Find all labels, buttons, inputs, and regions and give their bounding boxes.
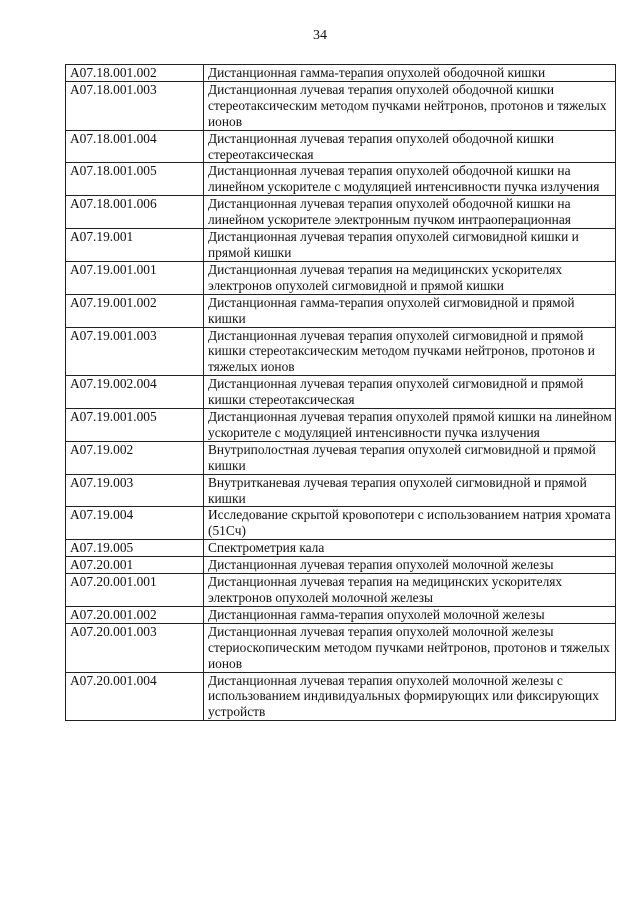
procedure-description: Дистанционная лучевая терапия опухолей сигмовидной и прямой кишки стереотаксическая [204,376,616,409]
procedure-code: A07.19.002 [66,441,204,474]
table-row [66,261,616,294]
procedure-description: Дистанционная лучевая терапия опухолей ободочной кишки на линейном ускорителе с модуляцией интенсивности пучка излучения [204,163,616,196]
table-row [66,623,616,672]
table-row [66,196,616,229]
procedure-description: Дистанционная лучевая терапия опухолей ободочной кишки на линейном ускорителе электронным пучком интраоперационная [204,196,616,229]
procedure-code: A07.19.002.004 [66,376,204,409]
procedure-description: Дистанционная лучевая терапия опухолей молочной железы [204,557,616,574]
table-row [66,540,616,557]
table-row [66,65,616,82]
table-row [66,229,616,262]
procedure-description: Дистанционная лучевая терапия опухолей ободочной кишки стереотаксическим методом пучками нейтронов, протонов и тяжелых ионов [204,81,616,130]
procedure-code: A07.19.001.005 [66,409,204,442]
table-row [66,474,616,507]
procedure-description: Дистанционная лучевая терапия на медицинских ускорителях электронов опухолей молочной железы [204,574,616,607]
procedure-code: A07.19.001 [66,229,204,262]
procedure-description: Дистанционная лучевая терапия на медицинских ускорителях электронов опухолей сигмовидной и прямой кишки [204,261,616,294]
procedure-codes-table [65,64,616,721]
procedure-description: Дистанционная лучевая терапия опухолей молочной железы стериоскопическим методом пучками нейтронов, протонов и тяжелых ионов [204,623,616,672]
page-number: 34 [313,28,327,43]
procedure-description: Дистанционная гамма-терапия опухолей ободочной кишки [204,65,616,82]
table-row [66,327,616,376]
procedure-description: Дистанционная лучевая терапия опухолей сигмовидной и прямой кишки стереотаксическим методом пучками нейтронов, протонов и тяжелых ионов [204,327,616,376]
procedure-description: Дистанционная лучевая терапия опухолей ободочной кишки стереотаксическая [204,130,616,163]
procedure-code: A07.19.004 [66,507,204,540]
procedure-code: A07.19.003 [66,474,204,507]
procedure-code: A07.18.001.002 [66,65,204,82]
procedure-code: A07.19.001.002 [66,294,204,327]
table-row [66,409,616,442]
table-row [66,163,616,196]
procedure-description: Дистанционная гамма-терапия опухолей молочной железы [204,606,616,623]
procedure-code: A07.18.001.003 [66,81,204,130]
procedure-description: Дистанционная лучевая терапия опухолей сигмовидной кишки и прямой кишки [204,229,616,262]
table-row [66,507,616,540]
procedure-description: Спектрометрия кала [204,540,616,557]
procedure-description: Внутриполостная лучевая терапия опухолей сигмовидной и прямой кишки [204,441,616,474]
procedure-description: Внутритканевая лучевая терапия опухолей сигмовидной и прямой кишки [204,474,616,507]
table-row [66,81,616,130]
procedure-code: A07.18.001.004 [66,130,204,163]
table-row [66,557,616,574]
table-row [66,376,616,409]
procedure-code: A07.20.001.003 [66,623,204,672]
procedure-code: A07.20.001.001 [66,574,204,607]
procedure-code: A07.20.001.004 [66,672,204,721]
procedure-description: Дистанционная лучевая терапия опухолей прямой кишки на линейном ускорителе с модуляцией интенсивности пучка излучения [204,409,616,442]
procedure-code: A07.18.001.005 [66,163,204,196]
table-row [66,294,616,327]
table-row [66,130,616,163]
table-row [66,441,616,474]
procedure-code: A07.20.001.002 [66,606,204,623]
table-row [66,606,616,623]
table-row [66,672,616,721]
procedure-code: A07.19.001.003 [66,327,204,376]
procedure-code: A07.19.005 [66,540,204,557]
procedure-description: Дистанционная лучевая терапия опухолей молочной железы с использованием индивидуальных формирующих или фиксирующих устройств [204,672,616,721]
procedure-description: Исследование скрытой кровопотери с использованием натрия хромата (51Cч) [204,507,616,540]
procedure-description: Дистанционная гамма-терапия опухолей сигмовидной и прямой кишки [204,294,616,327]
procedure-code: A07.20.001 [66,557,204,574]
table-row [66,574,616,607]
procedure-code: A07.19.001.001 [66,261,204,294]
procedure-code: A07.18.001.006 [66,196,204,229]
